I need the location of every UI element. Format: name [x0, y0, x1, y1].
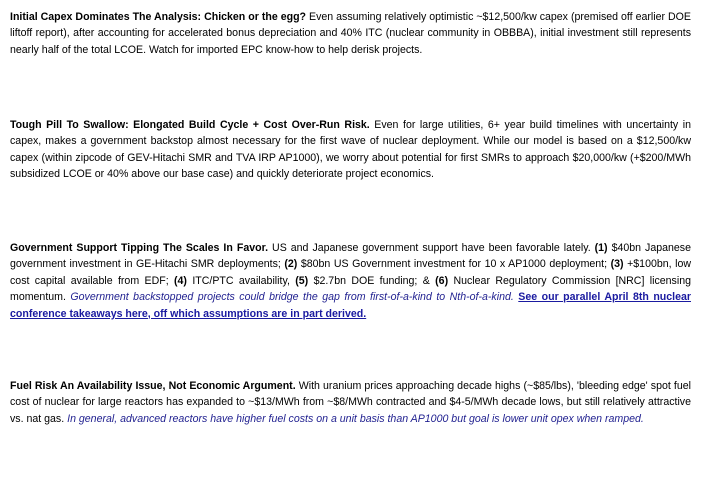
list-item: $40bn Japanese government investment in GE-Hitachi SMR deployments; — [10, 242, 691, 271]
list-item: Nuclear Regulatory Commission [NRC] licensing momentum. — [10, 274, 691, 304]
paragraph-heading: Fuel Risk An Availability Issue, Not Economic Argument. — [10, 380, 296, 392]
paragraph-heading: Government Support Tipping The Scales In Favor. — [10, 242, 269, 254]
paragraph-body: Even for large utilities, 6+ year build timelines with uncertainty in capex, makes a government backstop almost necessary for the first wave of nuclear deployment. While our model is based on a $12,500/kw capex (within zipcode of GEV-Hitachi SMR and TVA IRP AP1000), we worry about potential for first SMRs to approach $20,000/kw (+$200/MWh subsidized LCOE or 40% above our base case) and quickly deteriorate project economics. — [10, 119, 691, 181]
paragraph-build-cycle — [10, 117, 691, 183]
paragraph-intro: US and Japanese government support have been favorable lately. — [268, 242, 595, 254]
paragraph-initial-capex — [10, 9, 691, 58]
list-item: $2.7bn DOE funding; & — [308, 274, 436, 287]
list-item: ITC/PTC availability, — [186, 274, 296, 287]
paragraph-heading: Initial Capex Dominates The Analysis: Chicken or the egg? — [10, 11, 307, 23]
list-item: +$100bn, low cost capital available from EDF; — [10, 258, 692, 287]
paragraph-heading: Tough Pill To Swallow: Elongated Build Cycle + Cost Over-Run Risk. — [10, 119, 370, 131]
paragraph-fuel-risk — [10, 378, 691, 427]
list-number: (1) — [594, 242, 608, 254]
list-number: (3) — [610, 258, 624, 271]
list-number: (5) — [295, 274, 309, 287]
conference-takeaways-link[interactable]: See our parallel April 8th nuclear conference takeaways here, off which assumptions are in part derived. — [10, 291, 691, 320]
paragraph-body: Even assuming relatively optimistic ~$12,500/kw capex (premised off earlier DOE liftoff report), after accounting for accelerated bonus depreciation and 40% ITC (nuclear community in OBBBA), initial investment still represents nearly half of the total LCOE. Watch for imported EPC know-how to help derisk projects. — [10, 11, 691, 56]
list-item: $80bn US Government investment for 10 x AP1000 deployment; — [297, 258, 611, 271]
paragraph-body: With uranium prices approaching decade highs (~$85/lbs), 'bleeding edge' spot fuel cost of nuclear for large reactors has expanded to ~$13/MWh from ~$8/MWh contracted and $4-5/MWh decade lows, but still relatively attractive vs. nat gas. — [10, 380, 692, 425]
list-number: (4) — [174, 274, 187, 287]
list-number: (6) — [435, 274, 449, 287]
paragraph-government-support — [10, 240, 691, 322]
italic-note: Government backstopped projects could bridge the gap from first-of-a-kind to Nth-of-a-kind. — [70, 291, 514, 304]
italic-note: In general, advanced reactors have higher fuel costs on a unit basis than AP1000 but goal is lower unit opex when ramped. — [67, 412, 644, 425]
list-number: (2) — [284, 258, 298, 271]
